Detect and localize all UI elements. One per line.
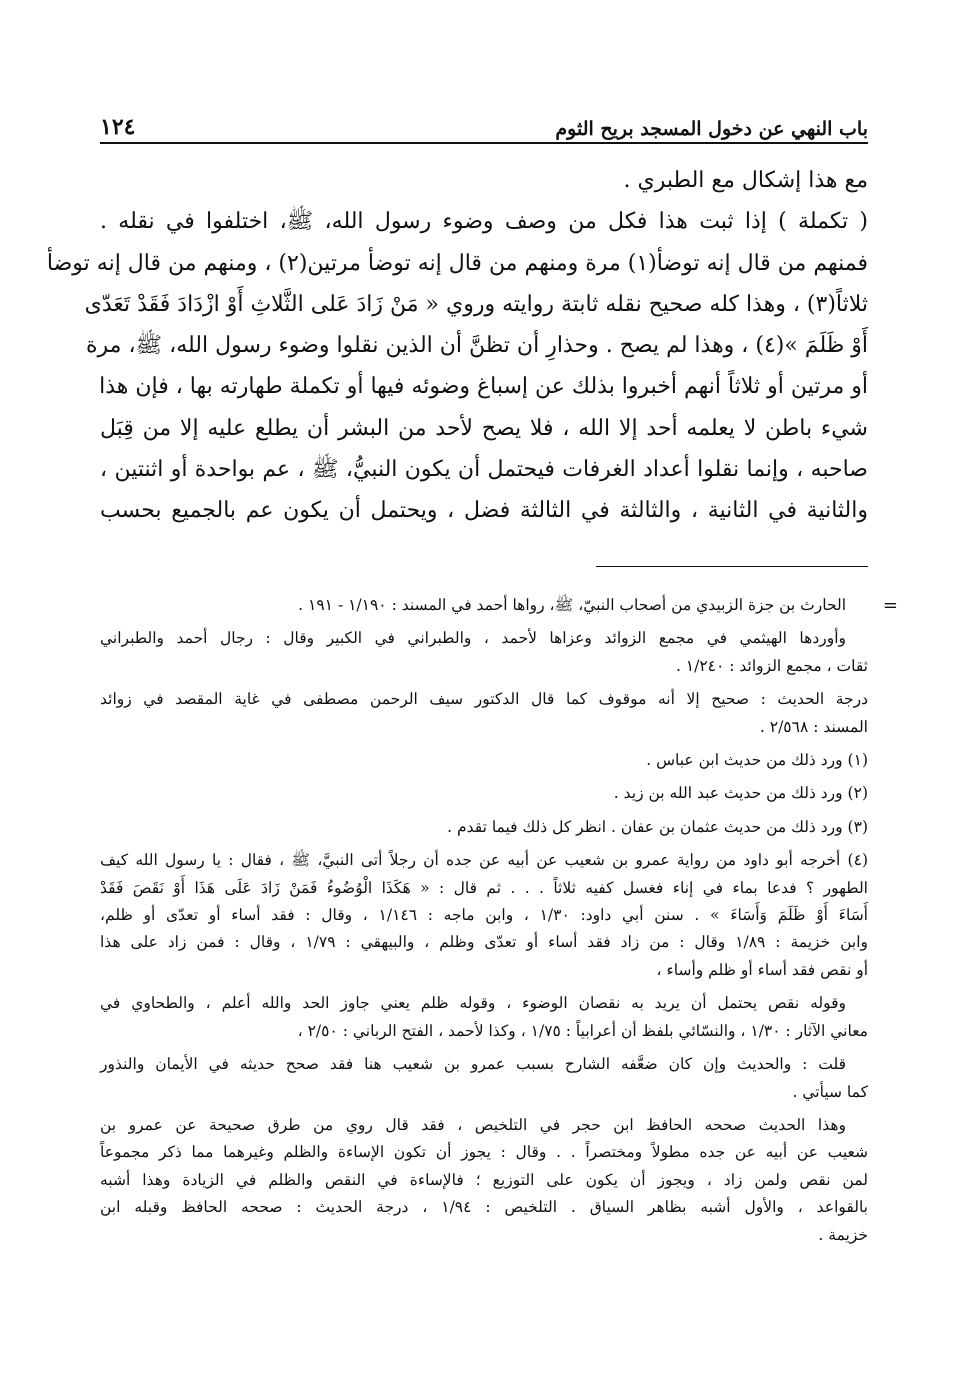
- footnote-line: شعيب عن أبيه عن جده مطولاً ومختصراً . . وقال : يجوز أن تكون الإساءة والظلم وغيرهما مما ذكر مجموعاً: [100, 1143, 868, 1162]
- text-line: مع هذا إشكال مع الطبري .: [623, 168, 868, 193]
- footnote-block: [100, 990, 868, 1045]
- text-line: أو مرتين أو ثلاثاً أنهم أخبروا بذلك عن إسباغ وضوئه فيها أو تكملة طهارته بها ، فإن هذا: [99, 374, 868, 400]
- text-line: شيء باطن لا يعلمه أحد إلا الله ، فلا يصح لأحد من البشر أن يطلع عليه إلا من قِبَل: [100, 415, 868, 441]
- footnote-line: (٤) أخرجه أبو داود من رواية عمرو بن شعيب عن أبيه عن جده أن رجلاً أتى النبيَّ، ﷺ ، فقال : يا رسول الله كيف: [100, 851, 868, 870]
- footnote-4: [100, 847, 868, 984]
- header-rule: [100, 142, 868, 144]
- footnote-block: [100, 686, 868, 741]
- text-line: ثلاثاً(٣) ، وهذا كله صحيح نقله ثابتة روايته وروي « مَنْ زَادَ عَلى الثَّلاثِ أَوْ ازْدَادَ فَقَدْ تَعَدّى: [84, 291, 868, 317]
- footnote-line: كما سيأتي .: [792, 1082, 868, 1101]
- footnote-line: (٢) ورد ذلك من حديث عبد الله بن زيد .: [613, 784, 868, 803]
- footnote-line: ثقات ، مجمع الزوائد : ١/٢٤٠ .: [675, 656, 868, 675]
- footnote-line: أو نقص فقد أساء أو ظلم وأساء ،: [656, 960, 868, 979]
- footnote-line: خزيمة .: [818, 1225, 868, 1244]
- footnote-block: [100, 625, 868, 680]
- footnote-line: أَسَاءَ أَوْ ظَلَمَ وَأَسَاءَ » . سنن أبي داود: ١/٣٠ ، وابن ماجه : ١/١٤٦ ، وقال : فقد أساء أو تعدّى أو ظلم،: [100, 906, 868, 925]
- footnote-line: درجة الحديث : صحيح إلا أنه موقوف كما قال الدكتور سيف الرحمن مصطفى في غاية المقصد في زوائد: [100, 690, 868, 709]
- footnote-line: قلت : والحديث وإن كان ضعَّفه الشارح بسبب عمرو بن شعيب هنا فقد صحح حديثه في الأيمان والنذور: [100, 1055, 846, 1074]
- text-line: والثانية في الثانية ، والثالثة في الثالثة فضل ، ويحتمل أن يكون عم بالجميع بحسب: [100, 498, 868, 524]
- footnote-2: [100, 780, 868, 807]
- footnote-line: (١) ورد ذلك من حديث ابن عباس .: [646, 751, 868, 770]
- main-text: [46, 160, 868, 532]
- text-line: أَوْ ظَلَمَ »(٤) ، وهذا لم يصح . وحذارِ أن تظنَّ أن الذين نقلوا وضوء رسول الله، ﷺ، مرة: [86, 333, 868, 359]
- footnote-block: [100, 592, 868, 619]
- running-header: [100, 104, 868, 140]
- footnote-line: الطهور ؟ فدعا بماء في إناء فغسل كفيه ثلاثاً . . . ثم قال : « هَكَذَا الْوُضُوءُ فَمَنْ زَادَ عَلَى هَذَا أَوْ نَقَصَ فَقَدْ: [100, 878, 868, 897]
- footnote-line: معاني الآثار : ١/٣٠ ، والنسّائي بلفظ أن أعرابياً : ١/٧٥ ، وكذا لأحمد ، الفتح الرباني : ٢/٥٠ ،: [297, 1021, 868, 1040]
- footnote-line: (٣) ورد ذلك من حديث عثمان بن عفان . انظر كل ذلك فيما تقدم .: [447, 817, 868, 836]
- footnotes: [100, 592, 898, 1255]
- footnote-1: [100, 747, 868, 774]
- continuation-mark: =: [882, 595, 898, 616]
- footnote-block: [100, 1051, 868, 1106]
- footnote-line: الحارث بن جزة الزبيدي من أصحاب النبيّ، ﷺ، رواها أحمد في المسند : ١/١٩٠ - ١٩١ .: [298, 596, 846, 614]
- footnote-3: [100, 814, 868, 841]
- footnote-line: المسند : ٢/٥٦٨ .: [759, 717, 868, 736]
- footnote-line: وابن خزيمة : ١/٨٩ وقال : من زاد فقد أساء أو تعدّى وظلم ، والبيهقي : ١/٧٩ ، وقال : فمن زاد على هذا: [100, 933, 868, 952]
- footnote-line: لمن نقص ولمن زاد ، ويجوز أن يكون على التوزيع ؛ فالإساءة في النقص والظلم في الزيادة وهذا أشبه: [100, 1170, 868, 1189]
- footnote-line: وقوله نقص يحتمل أن يريد به نقصان الوضوء ، وقوله ظلم يعني جاوز الحد والله أعلم ، والطحاوي في: [100, 994, 846, 1013]
- chapter-title: باب النهي عن دخول المسجد بريح الثوم: [555, 118, 868, 140]
- page-number: ١٢٤: [100, 114, 136, 140]
- footnote-line: وهذا الحديث صححه الحافظ ابن حجر في التلخيص ، فقد قال روي من طرق صحيحة عن عمرو بن: [100, 1115, 846, 1134]
- footnote-line: بالقواعد ، والأول أشبه بظاهر السياق . التلخيص : ١/٩٤ ، درجة الحديث : صححه الحافظ وقبله ابن: [100, 1198, 868, 1217]
- text-line: صاحبه ، وإنما نقلوا أعداد الغرفات فيحتمل أن يكون النبيُّ، ﷺ ، عم بواحدة أو اثنتين ،: [100, 457, 868, 483]
- text-line: ( تكملة ) إذا ثبت هذا فكل من وصف وضوء رسول الله، ﷺ، اختلفوا في نقله .: [100, 209, 868, 235]
- footnote-line: وأوردها الهيثمي في مجمع الزوائد وعزاها لأحمد ، والطبراني في الكبير وقال : رجال أحمد والطبراني: [100, 629, 846, 648]
- footnote-block: [100, 1112, 868, 1249]
- footnote-separator: [596, 566, 868, 567]
- text-line: فمنهم من قال إنه توضأ(١) مرة ومنهم من قال إنه توضأ مرتين(٢) ، ومنهم من قال إنه توضأ: [46, 250, 868, 276]
